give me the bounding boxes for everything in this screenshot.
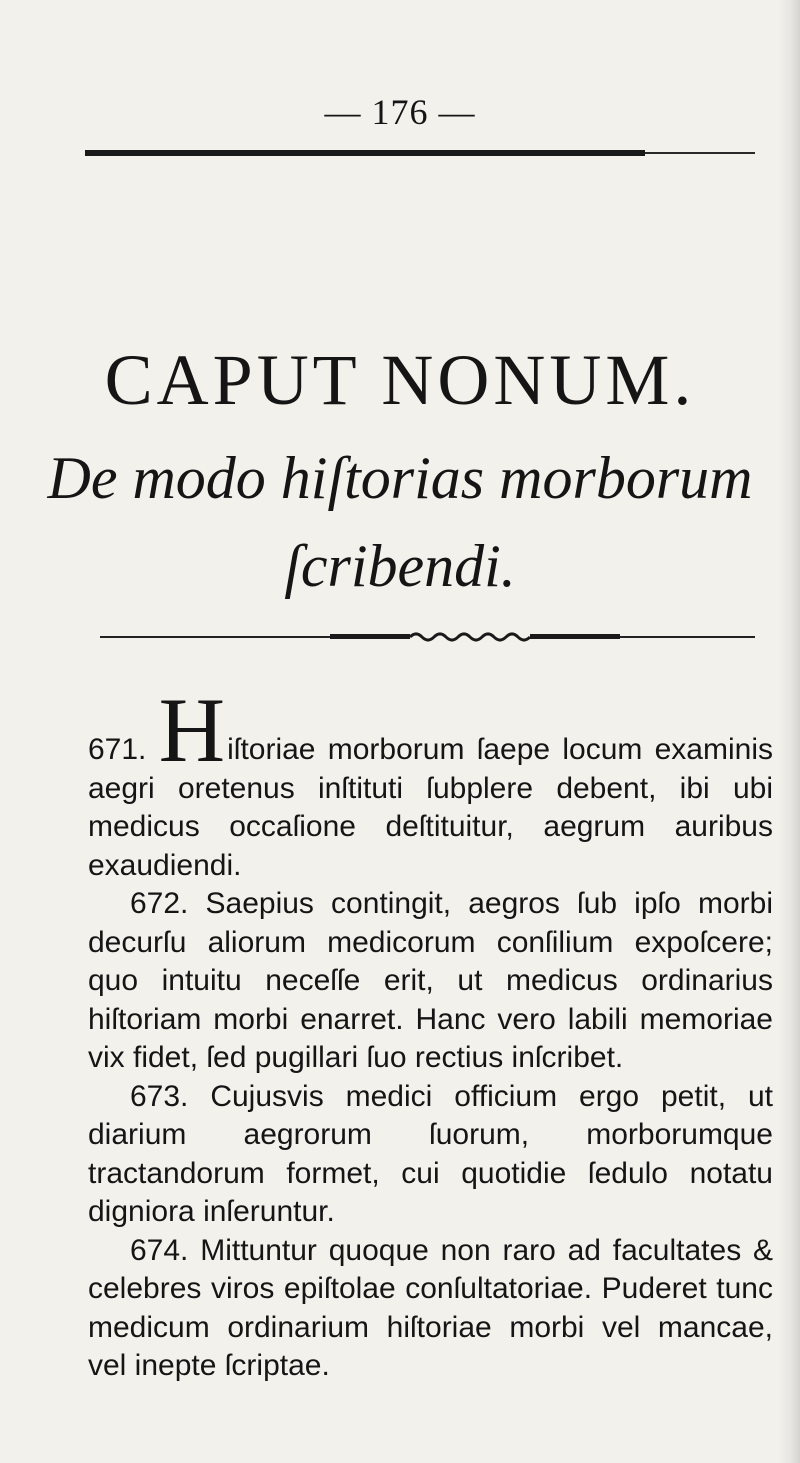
header-rule	[85, 150, 755, 156]
body-text	[88, 679, 774, 1386]
chapter-subtitle-line2: ſcribendi.	[284, 533, 516, 599]
paragraph-text: iſtoriae morborum ſaepe locum examinis aegri oretenus inſtituti ſubplere debent, ibi ubi medicus occaſione deſtituitur, aegrum auribus exaudiendi.	[88, 733, 773, 882]
paragraph-text: Saepius contingit, aegros ſub ipſo morbi decurſu aliorum medicorum conſilium expoſcere; quo intuitu neceſſe erit, ut medicus ordinarius hiſtoriam morbi enarret. Hanc vero labili memoriae vix fidet, ſed pugillari ſuo rectius inſcribet.	[88, 887, 773, 1074]
paragraph-text: Cujusvis medici officium ergo petit, ut diarium aegrorum ſuorum, morborumque tractandorum formet, cui quotidie ſedulo notatu digniora inſeruntur.	[88, 1079, 773, 1228]
paragraph-673	[88, 1078, 773, 1232]
paragraph-number: 673.	[130, 1079, 189, 1113]
paragraph-number: 674.	[130, 1233, 189, 1267]
paragraph-number: 672.	[130, 887, 189, 920]
paragraph-674	[88, 1232, 773, 1386]
page-number: — 176 —	[324, 92, 476, 132]
header-rule-thin	[645, 152, 755, 154]
chapter-subtitle-line1: De modo hiſtorias morborum	[47, 445, 753, 511]
ornamental-divider	[100, 630, 760, 644]
chapter-title: CAPUT NONUM.	[104, 340, 696, 420]
paragraph-number: 671.	[88, 733, 147, 766]
paragraph-672	[88, 885, 773, 1078]
page-edge-shadow	[778, 0, 800, 1463]
paragraph-671	[88, 679, 773, 885]
paragraph-text: Mittuntur quoque non raro ad facultates & celebres viros epiſtolae conſultatoriae. Puderet tunc medicum ordinarium hiſtoriae morbi vel mancae, vel inepte ſcriptae.	[88, 1233, 774, 1382]
drop-cap: H	[158, 679, 226, 781]
header-rule-thick	[85, 150, 645, 156]
